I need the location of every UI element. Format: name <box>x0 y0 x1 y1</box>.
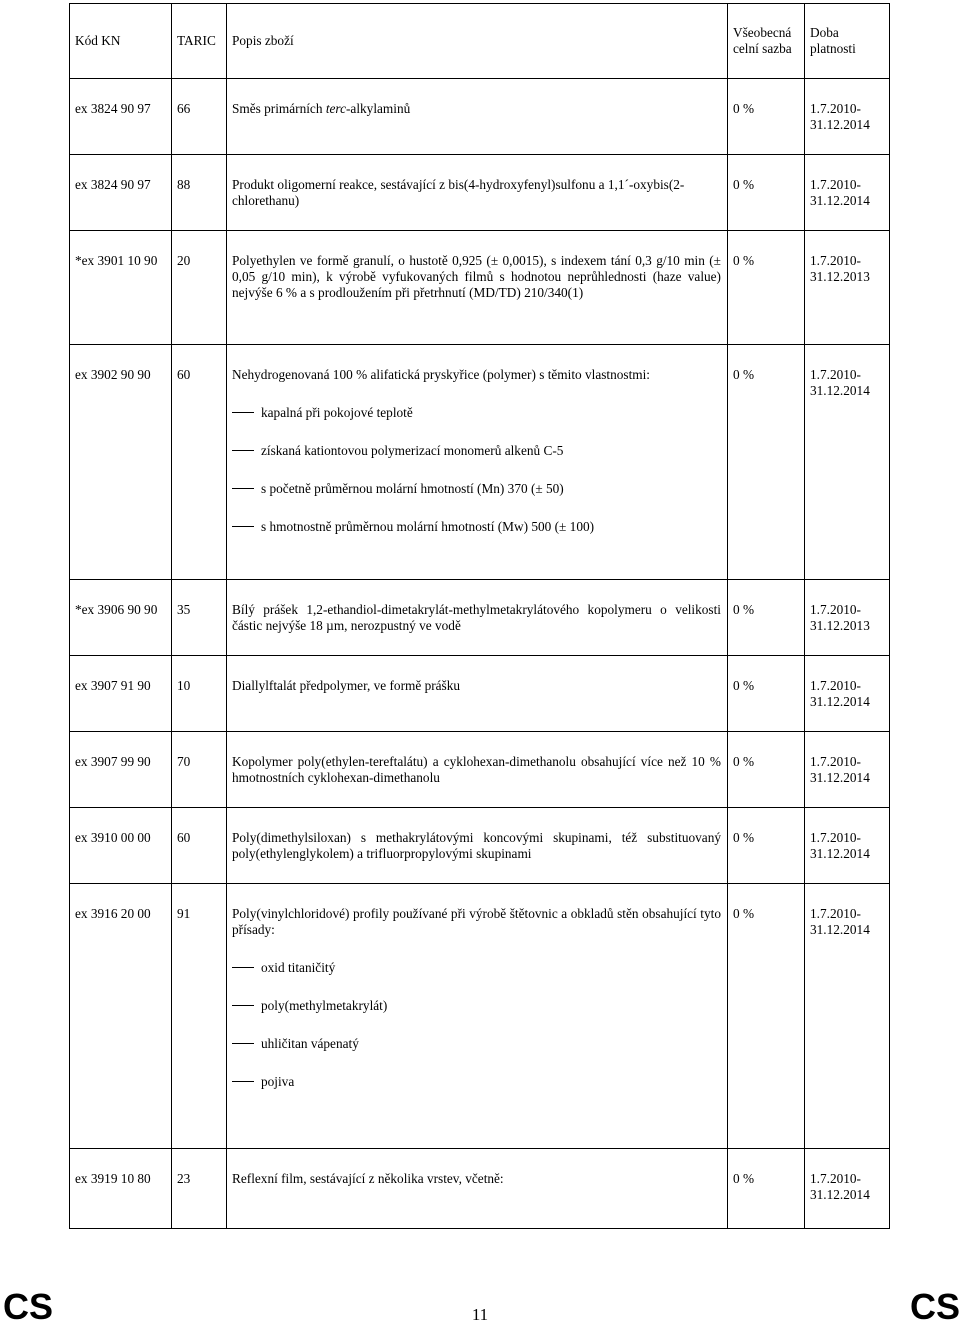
dash-marker <box>232 1081 254 1082</box>
description-cell: Reflexní film, sestávající z několika vrstev, včetně: <box>232 1171 504 1186</box>
dash-marker <box>232 488 254 489</box>
description-cell: Bílý prášek 1,2-ethandiol-dimetakrylát-methylmetakrylátového kopolymeru o velikosti částic nejvýše 18 µm, nerozpustný ve vodě <box>232 602 721 633</box>
list-item: s hmotnostně průměrnou molární hmotností (Mw) 500 (± 100) <box>232 519 721 535</box>
kod-cell: ex 3916 20 00 <box>75 906 151 921</box>
taric-cell: 20 <box>177 253 191 268</box>
table-row <box>70 231 890 345</box>
description-cell: Nehydrogenovaná 100 % alifatická pryskyřice (polymer) s těmito vlastnostmi: kapalná při pokojové teplotě získaná kationtovou polymerizací monomerů alkenů C-5 s početně průměrnou molární hmotností (Mn) 370 (± 50) s hmotnostně průměrnou molární hmotností (Mw) 500 (± 100) <box>232 345 721 535</box>
rate-cell: 0 % <box>733 367 755 382</box>
description-cell: Směs primárních terc-alkylaminů <box>232 101 411 116</box>
rate-cell: 0 % <box>733 253 755 268</box>
description-cell: Kopolymer poly(ethylen-tereftalátu) a cyklohexan-dimethanolu obsahující více než 10 % hmotnostních cyklohexan-dimethanolu <box>232 754 721 785</box>
list-item: s početně průměrnou molární hmotností (Mn) 370 (± 50) <box>232 481 721 497</box>
kod-cell: ex 3902 90 90 <box>75 367 151 382</box>
validity-cell: 1.7.2010- 31.12.2014 <box>810 678 870 709</box>
header-popis: Popis zboží <box>227 4 728 79</box>
taric-cell: 60 <box>177 367 191 382</box>
list-item: poly(methylmetakrylát) <box>232 998 721 1014</box>
header-kod: Kód KN <box>70 4 172 79</box>
validity-cell: 1.7.2010- 31.12.2014 <box>810 1171 870 1202</box>
list-item: kapalná při pokojové teplotě <box>232 405 721 421</box>
header-row <box>70 4 890 79</box>
description-cell: Polyethylen ve formě granulí, o hustotě 0,925 (± 0,0015), s indexem tání 0,3 g/10 min (± 0,05 g/10 min), k výrobě vyfukovaných filmů s hodnotou neprůhlednosti (haze value) nejvýše 6 % a s prodloužením při přetrhnutí (MD/TD) 210/340(1) <box>232 253 721 300</box>
language-label-right: CS <box>909 1286 960 1327</box>
dash-marker <box>232 412 254 413</box>
kod-cell: *ex 3906 90 90 <box>75 602 158 617</box>
kod-cell: ex 3919 10 80 <box>75 1171 151 1186</box>
rate-cell: 0 % <box>733 754 755 769</box>
table-row <box>70 656 890 732</box>
taric-cell: 70 <box>177 754 191 769</box>
validity-cell: 1.7.2010- 31.12.2014 <box>810 830 870 861</box>
validity-cell: 1.7.2010- 31.12.2014 <box>810 177 870 208</box>
rate-cell: 0 % <box>733 177 755 192</box>
rate-cell: 0 % <box>733 906 755 921</box>
list-item: pojiva <box>232 1074 721 1090</box>
table-row <box>70 155 890 231</box>
table-row <box>70 1149 890 1229</box>
description-cell: Diallylftalát předpolymer, ve formě prášku <box>232 678 461 693</box>
kod-cell: ex 3824 90 97 <box>75 177 151 192</box>
kod-cell: ex 3824 90 97 <box>75 101 151 116</box>
table-row <box>70 580 890 656</box>
rate-cell: 0 % <box>733 1171 755 1186</box>
taric-cell: 60 <box>177 830 191 845</box>
tariff-table <box>69 3 890 1229</box>
validity-cell: 1.7.2010- 31.12.2014 <box>810 367 870 398</box>
kod-cell: *ex 3901 10 90 <box>75 253 158 268</box>
header-sazba: Všeobecná celní sazba <box>728 4 805 79</box>
dash-marker <box>232 1043 254 1044</box>
language-label-left: CS <box>3 1286 54 1327</box>
taric-cell: 91 <box>177 906 191 921</box>
list-item: oxid titaničitý <box>232 960 721 976</box>
validity-cell: 1.7.2010- 31.12.2013 <box>810 602 870 633</box>
dash-marker <box>232 967 254 968</box>
kod-cell: ex 3910 00 00 <box>75 830 151 845</box>
table-row <box>70 345 890 580</box>
page-number: 11 <box>471 1305 489 1324</box>
table-row <box>70 884 890 1149</box>
description-cell: Produkt oligomerní reakce, sestávající z bis(4-hydroxyfenyl)sulfonu a 1,1´-oxybis(2-chlorethanu) <box>232 177 685 208</box>
taric-cell: 88 <box>177 177 191 192</box>
rate-cell: 0 % <box>733 830 755 845</box>
table-row <box>70 79 890 155</box>
taric-cell: 10 <box>177 678 191 693</box>
validity-cell: 1.7.2010- 31.12.2014 <box>810 101 870 132</box>
kod-cell: ex 3907 91 90 <box>75 678 151 693</box>
rate-cell: 0 % <box>733 678 755 693</box>
dash-marker <box>232 1005 254 1006</box>
taric-cell: 23 <box>177 1171 191 1186</box>
description-cell: Poly(vinylchloridové) profily používané při výrobě štětovnic a obkladů stěn obsahující tyto přísady: oxid titaničitý poly(methylmetakrylát) uhličitan vápenatý pojiva <box>232 906 721 1089</box>
kod-cell: ex 3907 99 90 <box>75 754 151 769</box>
description-cell: Poly(dimethylsiloxan) s methakrylátovými koncovými skupinami, též substituovaný poly(ethylenglykolem) a trifluorpropylovými skupinami <box>232 830 721 861</box>
table-row <box>70 808 890 884</box>
taric-cell: 66 <box>177 101 191 116</box>
taric-cell: 35 <box>177 602 191 617</box>
dash-marker <box>232 526 254 527</box>
header-doba: Doba platnosti <box>805 4 890 79</box>
header-taric: TARIC <box>172 4 227 79</box>
list-item: uhličitan vápenatý <box>232 1036 721 1052</box>
list-item: získaná kationtovou polymerizací monomerů alkenů C-5 <box>232 443 721 459</box>
validity-cell: 1.7.2010- 31.12.2013 <box>810 253 870 284</box>
validity-cell: 1.7.2010- 31.12.2014 <box>810 754 870 785</box>
rate-cell: 0 % <box>733 101 755 116</box>
table-row <box>70 732 890 808</box>
validity-cell: 1.7.2010- 31.12.2014 <box>810 906 870 937</box>
rate-cell: 0 % <box>733 602 755 617</box>
dash-marker <box>232 450 254 451</box>
